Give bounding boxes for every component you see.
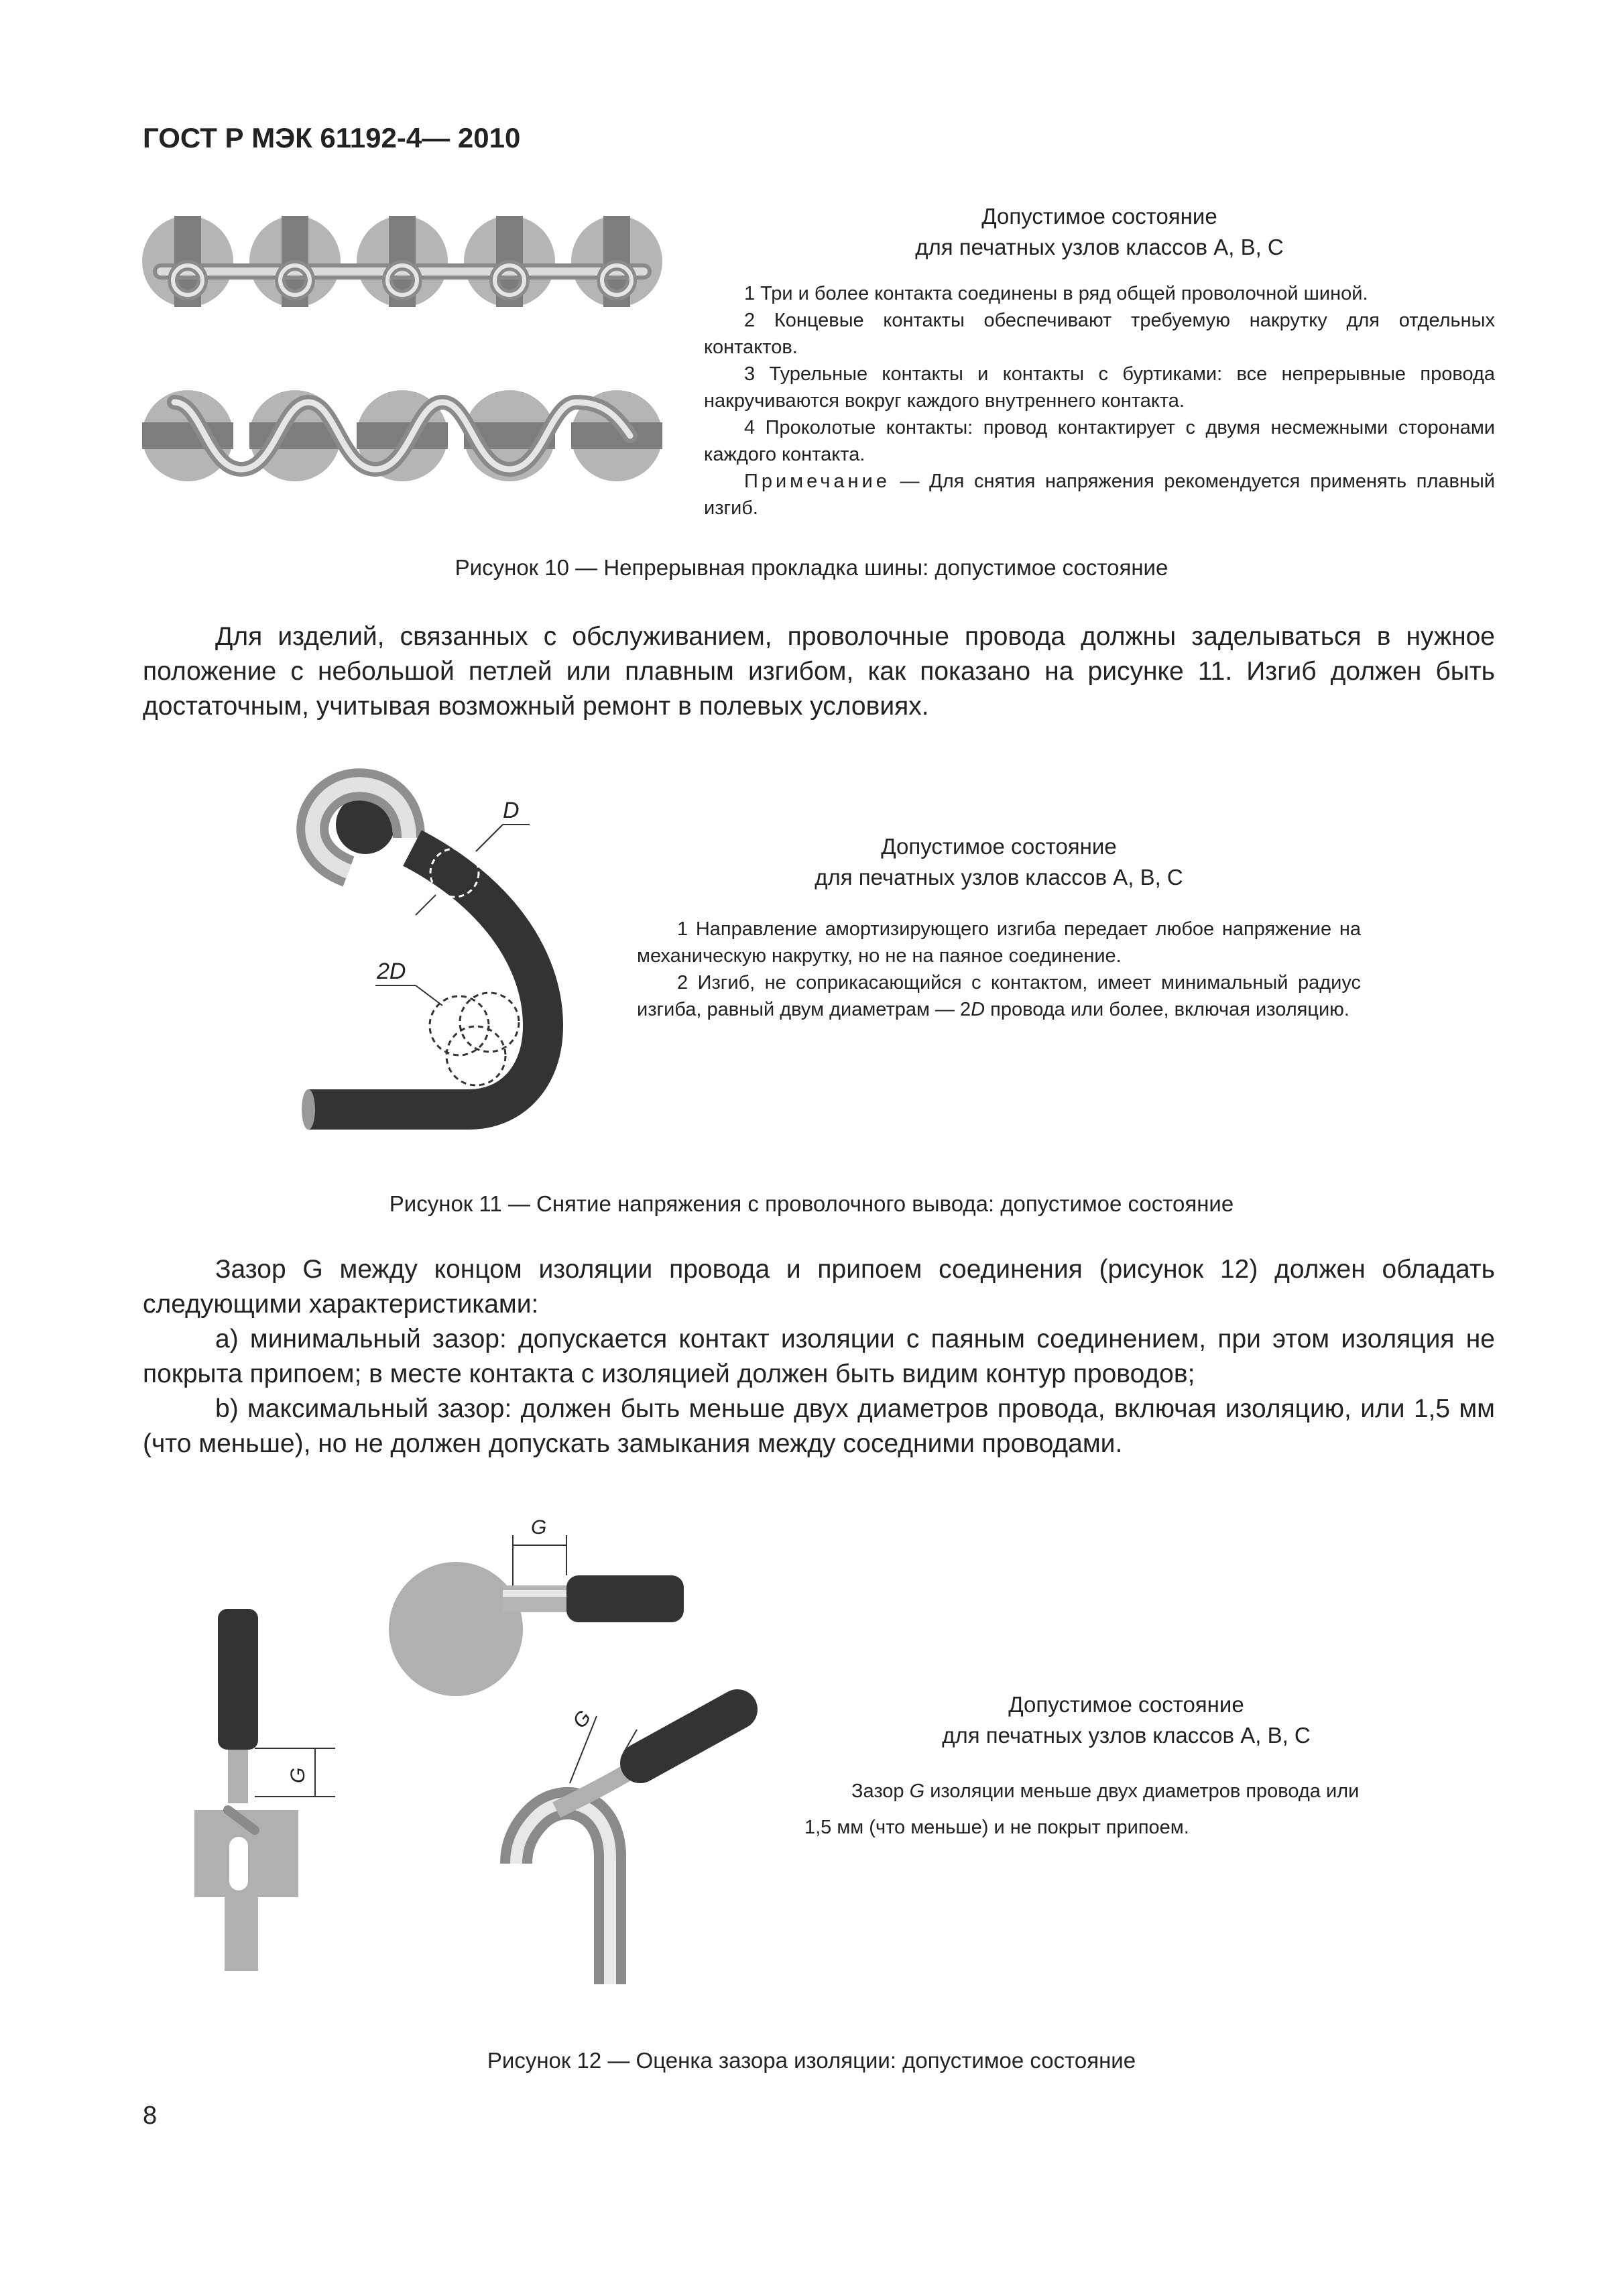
figure-10-caption: Рисунок 10 — Непрерывная прокладка шины: допустимое состояние xyxy=(455,555,1168,580)
gap-minimum: а) минимальный зазор: допускается контакт изоляции с паяным соединением, при этом изоляция не покрыта припоем; в месте контакта с изоляцией должен быть видим контур проводов; xyxy=(143,1325,1495,1388)
document-header: ГОСТ Р МЭК 61192-4— 2010 xyxy=(143,122,521,154)
condition-title-line-1: Допустимое состояние xyxy=(981,204,1217,229)
note-remark xyxy=(704,468,1495,522)
note-item-2: 2 Изгиб, не соприкасающийся с контактом, имеет минимальный радиус изгиба, равный двум диаметрам — 2D провода или более, включая изоляцию. xyxy=(637,972,1361,1020)
label-2d: 2D xyxy=(377,959,406,984)
label-g-top: G xyxy=(531,1516,547,1538)
condition-title-line-1: Допустимое состояние xyxy=(881,834,1117,859)
gap-intro: Зазор G между концом изоляции провода и припоем соединения (рисунок 12) должен обладать следующими характеристиками: xyxy=(143,1255,1495,1319)
paragraph-maintenance-text: Для изделий, связанных с обслуживанием, проволочные провода должны заделываться в нужное положение с небольшой петлей или плавным изгибом, как показано на рисунке 11. Изгиб должен быть достаточным, учитывая возможный ремонт в полевых условиях. xyxy=(143,622,1495,721)
note-item-4: 4 Проколотые контакты: провод контактирует с двумя несмежными сторонами каждого контакта. xyxy=(704,417,1495,465)
label-d: D xyxy=(503,798,520,823)
note-remark-label: Примечание xyxy=(744,471,890,492)
note-remark-text: — Для снятия напряжения рекомендуется применять плавный изгиб. xyxy=(704,471,1495,519)
figure-10-notes xyxy=(704,280,1495,522)
paragraph-gap-requirements xyxy=(143,1252,1495,1461)
condition-title-line-2: для печатных узлов классов А, В, С xyxy=(915,235,1284,259)
figure-12-caption: Рисунок 12 — Оценка зазора изоляции: допустимое состояние xyxy=(487,2048,1136,2073)
gap-maximum: b) максимальный зазор: должен быть меньше двух диаметров провода, включая изоляцию, или 1,5 мм (что меньше), но не должен допускать замыкания между соседними проводами. xyxy=(143,1394,1495,1458)
figure-10-condition-title xyxy=(704,201,1495,263)
insulated-wire xyxy=(308,848,543,1109)
figure-12-note xyxy=(804,1773,1475,1846)
note-item-1: 1 Направление амортизирующего изгиба передает любое напряжение на механическую накрутку, но не на паяное соединение. xyxy=(637,918,1361,967)
label-g-vertical: G xyxy=(287,1767,309,1783)
condition-title-line-1: Допустимое состояние xyxy=(1008,1692,1244,1717)
note-item-1: 1 Три и более контакта соединены в ряд общей проволочной шиной. xyxy=(744,283,1368,304)
page-number: 8 xyxy=(143,2102,158,2130)
label-g-bent: G xyxy=(568,1706,596,1733)
figure-12-note-line-1: Зазор G изоляции меньше двух диаметров провода или xyxy=(851,1780,1360,1802)
note-item-2: 2 Концевые контакты обеспечивают требуемую накрутку для отдельных контактов. xyxy=(704,310,1495,358)
figure-11-illustration xyxy=(275,758,623,1146)
figure-12-bent-wire xyxy=(483,1689,771,2004)
note-item-3: 3 Турельные контакты и контакты с буртиками: все непрерывные провода накручиваются вокруг каждого внутреннего контакта. xyxy=(704,363,1495,412)
figure-12-condition-title xyxy=(825,1689,1428,1751)
figure-11-condition-title xyxy=(670,831,1327,893)
paragraph-maintenance xyxy=(143,619,1495,724)
figure-11-caption: Рисунок 11 — Снятие напряжения с проволочного вывода: допустимое состояние xyxy=(389,1191,1234,1216)
figure-12-round-terminal xyxy=(382,1508,717,1709)
figure-11-notes xyxy=(637,916,1361,1023)
condition-title-line-2: для печатных узлов классов А, В, С xyxy=(815,865,1183,890)
figure-10-illustration xyxy=(134,201,690,496)
condition-title-line-2: для печатных узлов классов А, В, С xyxy=(942,1723,1311,1748)
figure-12-vertical-terminal xyxy=(181,1595,355,1984)
figure-12-note-line-2: 1,5 мм (что меньше) и не покрыт припоем. xyxy=(804,1817,1189,1838)
